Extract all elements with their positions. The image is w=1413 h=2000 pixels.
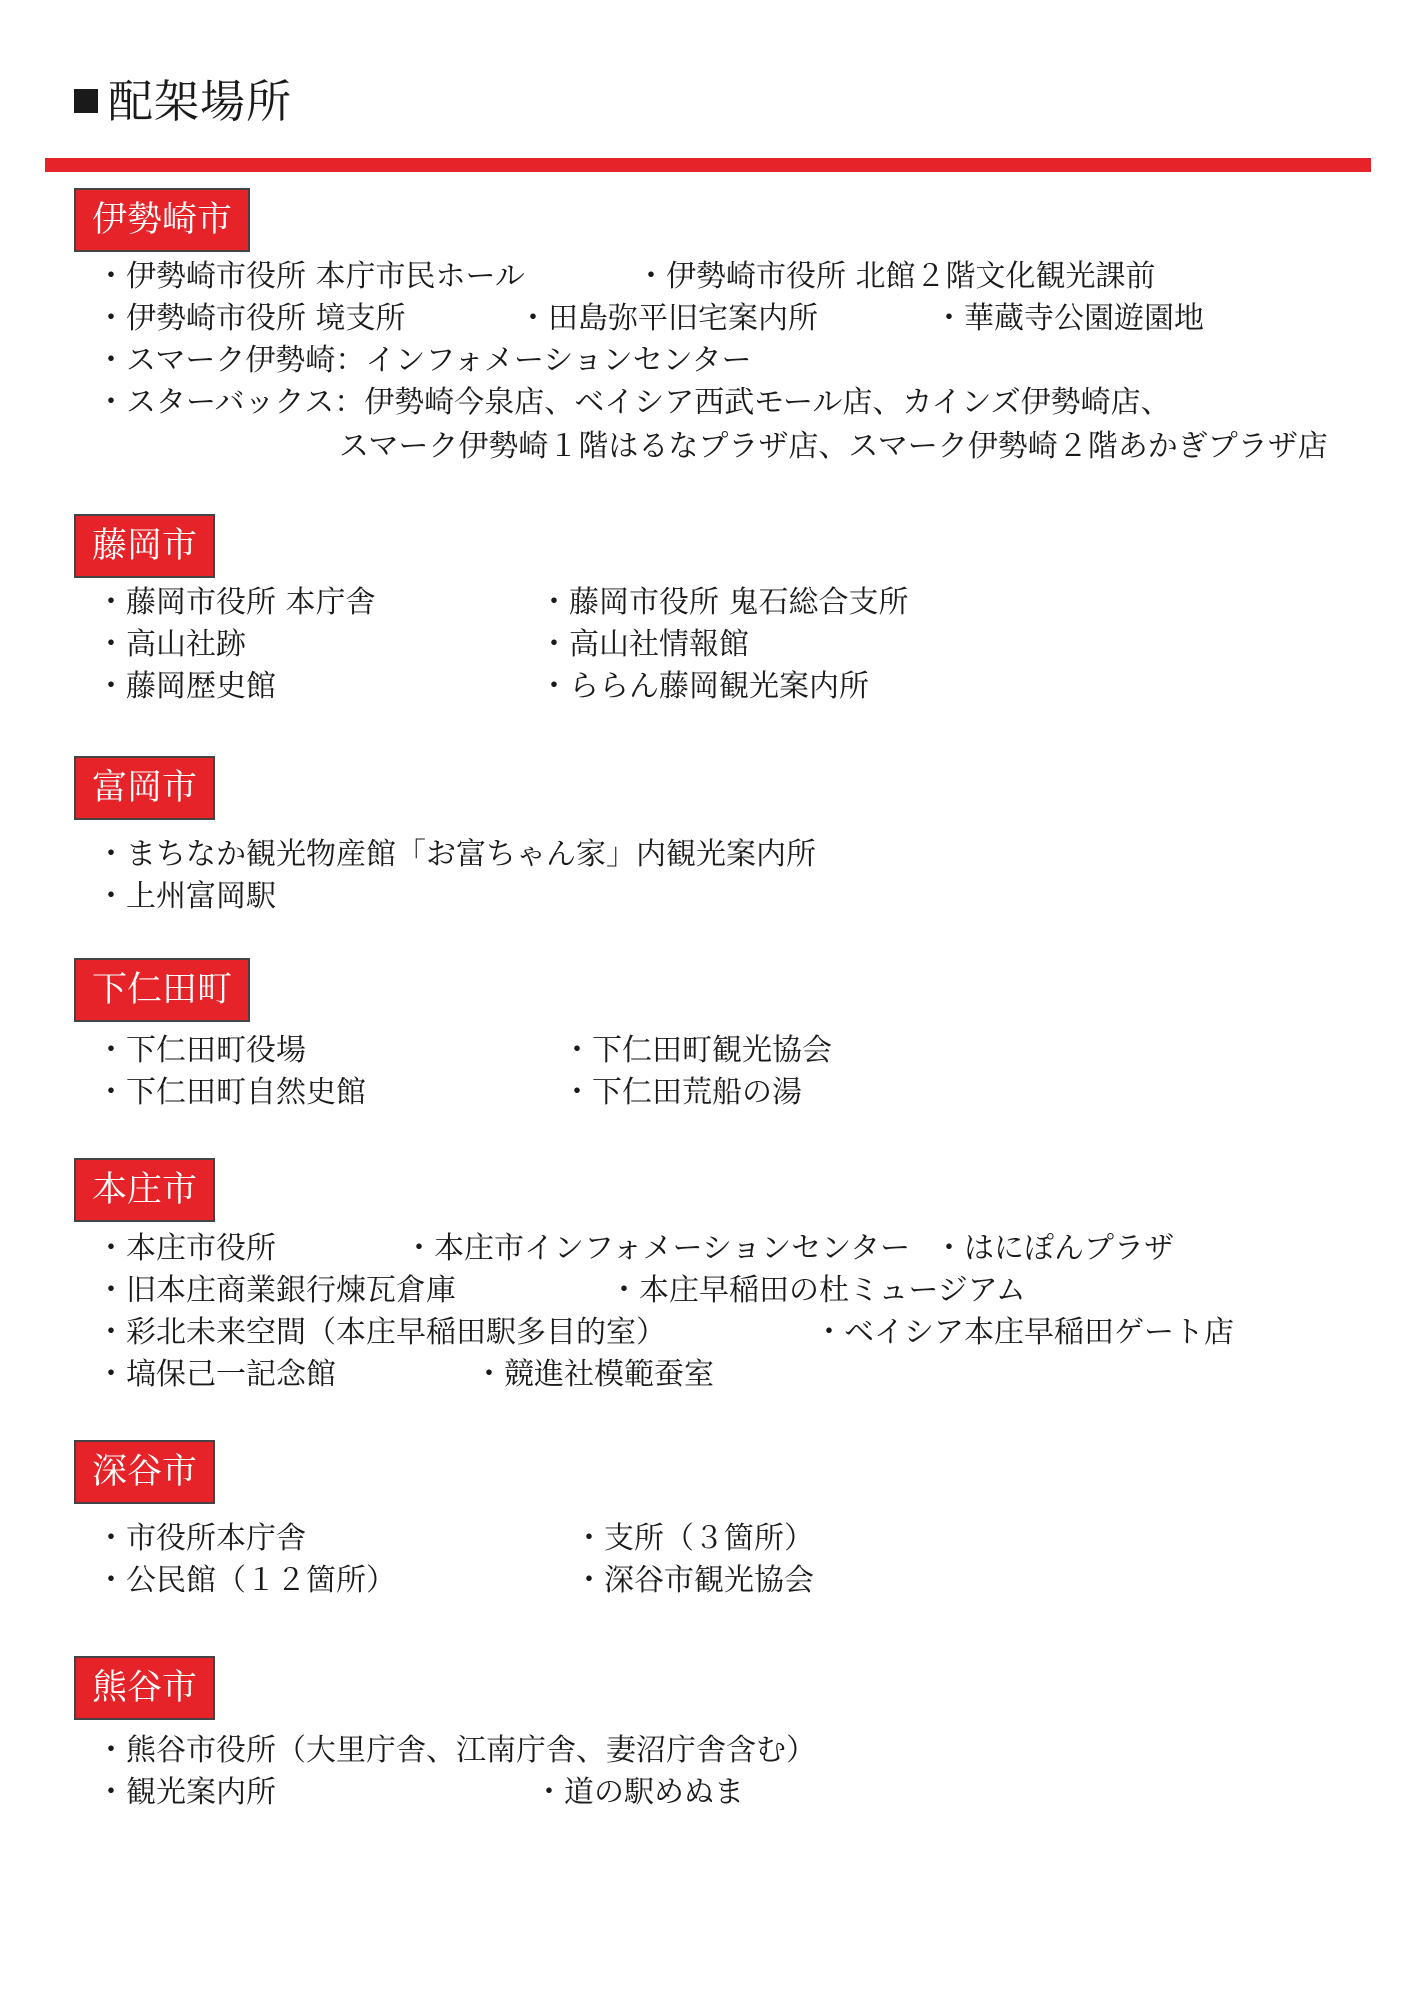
square-bullet-icon <box>74 89 98 113</box>
list-row <box>74 340 1374 382</box>
list-row <box>74 582 1374 624</box>
list-item: ・藤岡市役所 鬼石総合支所 <box>539 585 909 620</box>
list-row <box>74 1730 1374 1772</box>
city-label: 熊谷市 <box>74 1656 215 1720</box>
city-label: 本庄市 <box>74 1158 215 1222</box>
red-divider <box>45 158 1371 172</box>
list-row <box>74 1030 1374 1072</box>
list-item: ・伊勢崎市役所 境支所 <box>96 301 406 336</box>
city-label: 富岡市 <box>74 756 215 820</box>
list-item: ・まちなか観光物産館「お富ちゃん家」内観光案内所 <box>96 837 816 872</box>
list-item-continuation: スマーク伊勢崎１階はるなプラザ店、スマーク伊勢崎２階あかぎプラザ店 <box>339 429 1328 464</box>
list-item: ・ベイシア本庄早稲田ゲート店 <box>814 1315 1234 1350</box>
list-item: ・藤岡歴史館 <box>96 669 276 704</box>
list-item: ・上州富岡駅 <box>96 879 276 914</box>
list-item: ・彩北未来空間（本庄早稲田駅多目的室） <box>96 1315 666 1350</box>
list-item: ・田島弥平旧宅案内所 <box>518 301 818 336</box>
list-item: ・旧本庄商業銀行煉瓦倉庫 <box>96 1273 456 1308</box>
list-item: ・高山社情報館 <box>539 627 749 662</box>
list-item: ・熊谷市役所（大里庁舎、江南庁舎、妻沼庁舎含む） <box>96 1733 816 1768</box>
page-title <box>74 72 292 132</box>
list-row <box>74 382 1374 424</box>
list-item: ・本庄市インフォメーションセンター <box>404 1231 911 1266</box>
list-row <box>74 1518 1374 1560</box>
list-row <box>74 1354 1374 1396</box>
list-item: ・市役所本庁舎 <box>96 1521 306 1556</box>
list-item: ・下仁田町自然史館 <box>96 1075 366 1110</box>
list-item: ・観光案内所 <box>96 1775 276 1810</box>
city-label: 伊勢崎市 <box>74 188 250 252</box>
list-item: ・公民館（１２箇所） <box>96 1563 396 1598</box>
city-label: 深谷市 <box>74 1440 215 1504</box>
list-item: ・下仁田町観光協会 <box>562 1033 832 1068</box>
list-item: ・下仁田荒船の湯 <box>562 1075 802 1110</box>
list-row <box>74 1072 1374 1114</box>
list-item: ・伊勢崎市役所 本庁市民ホール <box>96 259 525 294</box>
list-item: ・ららん藤岡観光案内所 <box>539 669 869 704</box>
list-item: ・華蔵寺公園遊園地 <box>934 301 1204 336</box>
list-item: ・伊勢崎市役所 北館２階文化観光課前 <box>636 259 1156 294</box>
list-row <box>74 834 1374 876</box>
list-item: ・競進社模範蚕室 <box>474 1357 714 1392</box>
list-item: ・塙保己一記念館 <box>96 1357 336 1392</box>
list-row <box>74 256 1374 298</box>
list-item: ・藤岡市役所 本庁舎 <box>96 585 376 620</box>
list-item: ・スターバックス：伊勢崎今泉店、ベイシア西武モール店、カインズ伊勢崎店、 <box>96 385 1171 420</box>
page-title-text: 配架場所 <box>108 75 293 128</box>
list-row <box>74 1772 1374 1814</box>
list-item: ・スマーク伊勢崎：インフォメーションセンター <box>96 343 752 378</box>
list-item: ・下仁田町役場 <box>96 1033 306 1068</box>
list-item: ・高山社跡 <box>96 627 246 662</box>
list-row <box>74 666 1374 708</box>
list-item: ・支所（３箇所） <box>574 1521 814 1556</box>
list-row <box>74 1312 1374 1354</box>
list-item: ・本庄市役所 <box>96 1231 276 1266</box>
list-item: ・はにぽんプラザ <box>934 1231 1174 1266</box>
city-label: 下仁田町 <box>74 958 250 1022</box>
city-label: 藤岡市 <box>74 514 215 578</box>
list-item: ・本庄早稲田の杜ミュージアム <box>609 1273 1026 1308</box>
list-row <box>74 624 1374 666</box>
list-row <box>74 1560 1374 1602</box>
list-row <box>74 876 1374 918</box>
list-row <box>74 298 1374 340</box>
list-item: ・深谷市観光協会 <box>574 1563 814 1598</box>
list-row <box>74 1228 1374 1270</box>
list-row <box>74 1270 1374 1312</box>
list-item: ・道の駅めぬま <box>534 1775 744 1810</box>
